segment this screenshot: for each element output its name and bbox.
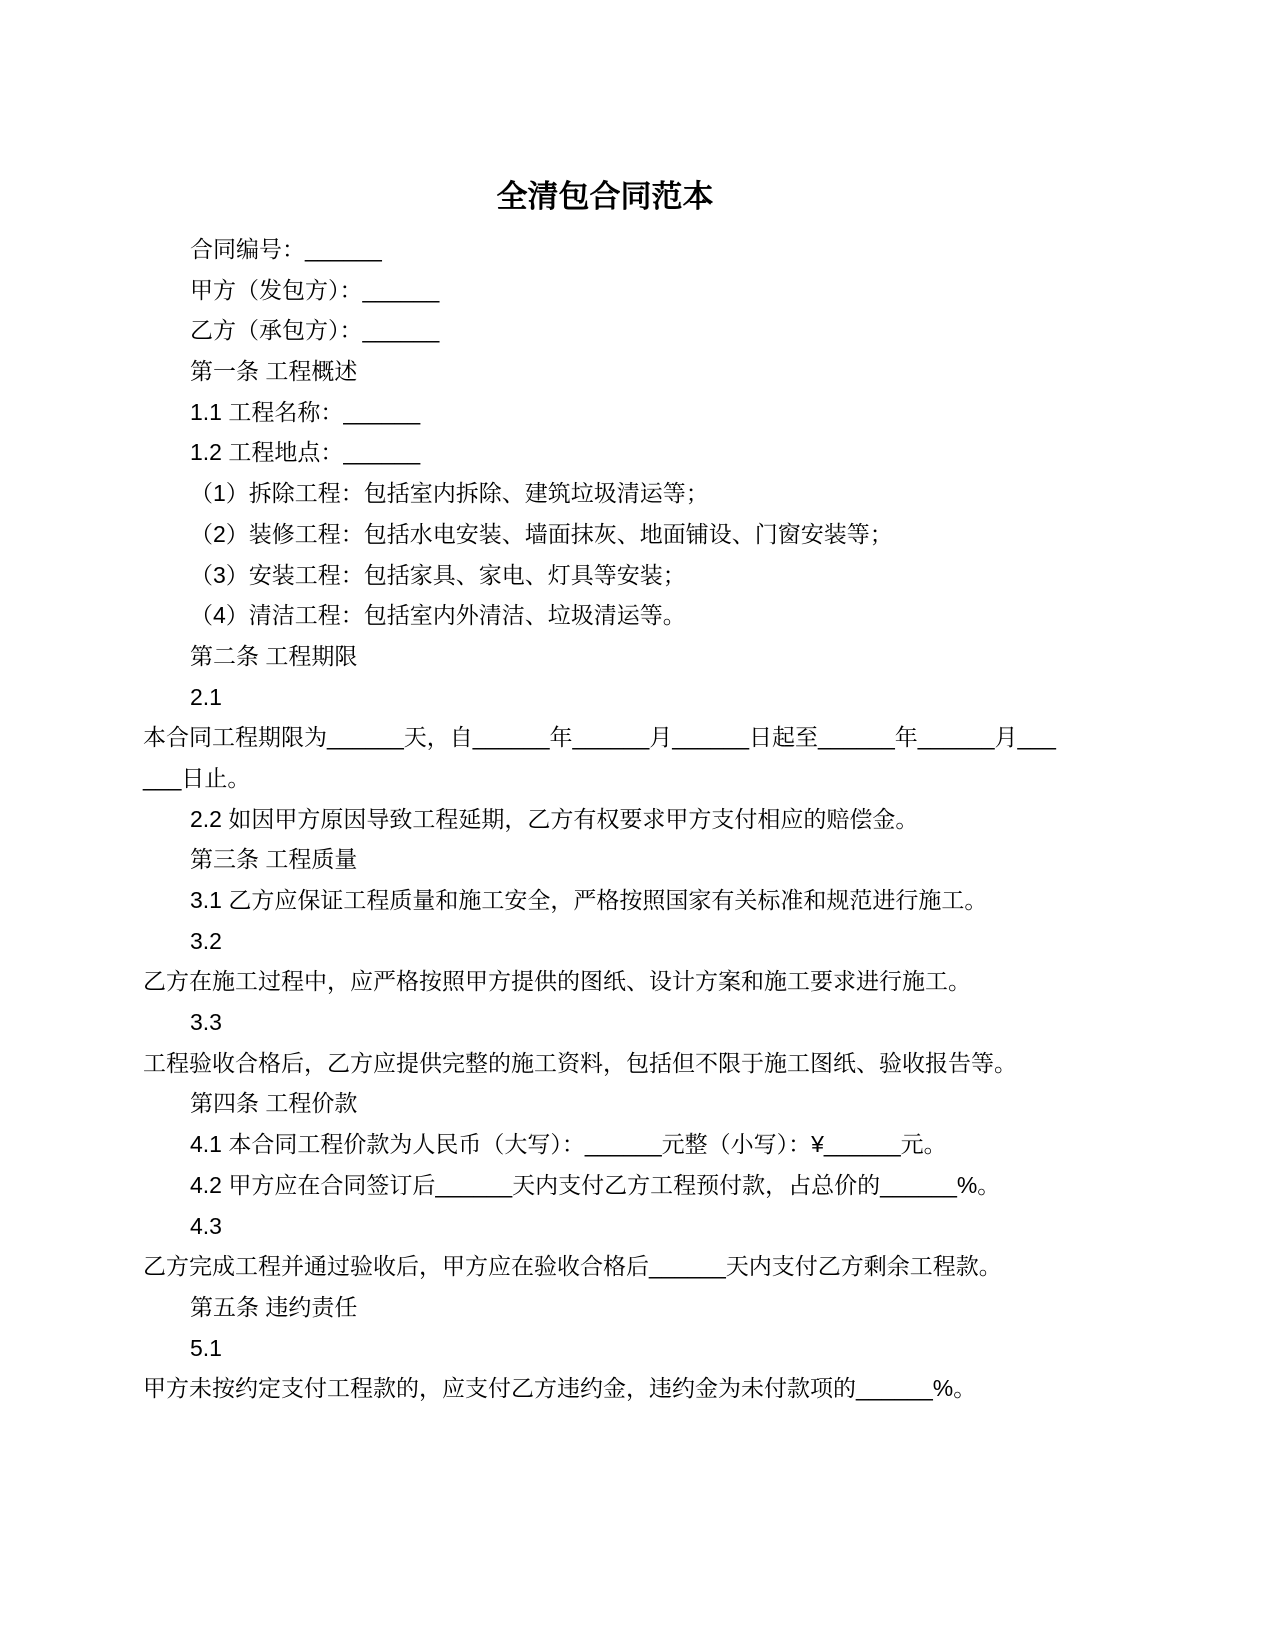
document-line: 4.2 甲方应在合同签订后______天内支付乙方工程预付款，占总价的______%。 [190, 1171, 1001, 1198]
document-line: 1.1 工程名称：______ [190, 398, 421, 425]
document-line: 甲方未按约定支付工程款的，应支付乙方违约金，违约金为未付款项的______%。 [143, 1375, 977, 1402]
document-line: 乙方在施工过程中，应严格按照甲方提供的图纸、设计方案和施工要求进行施工。 [143, 968, 971, 995]
document-line: 1.2 工程地点：______ [190, 439, 421, 466]
document-line: 4.1 本合同工程价款为人民币（大写）：______元整（小写）：¥______元。 [190, 1131, 947, 1158]
document-line: 5.1 [190, 1334, 222, 1361]
document-line: 第三条 工程质量 [190, 846, 358, 873]
document-line: 2.2 如因甲方原因导致工程延期，乙方有权要求甲方支付相应的赔偿金。 [190, 805, 919, 832]
document-line: 2.1 [190, 683, 222, 710]
document-line: （4）清洁工程：包括室内外清洁、垃圾清运等。 [190, 602, 686, 629]
document-line: 工程验收合格后，乙方应提供完整的施工资料，包括但不限于施工图纸、验收报告等。 [143, 1049, 1017, 1076]
document-line: 3.1 乙方应保证工程质量和施工安全，严格按照国家有关标准和规范进行施工。 [190, 887, 988, 913]
document-line: 4.3 [190, 1212, 222, 1239]
document-line: 3.2 [190, 927, 222, 954]
document-line: 3.3 [190, 1009, 222, 1036]
document-line: （2）装修工程：包括水电安装、墙面抹灰、地面铺设、门窗安装等； [190, 520, 893, 547]
document-line: 第一条 工程概述 [190, 358, 358, 385]
document-line: （3）安装工程：包括家具、家电、灯具等安装； [190, 561, 686, 588]
document-line: 第四条 工程价款 [190, 1090, 358, 1117]
document-line: 第二条 工程期限 [190, 642, 358, 669]
document-line: 本合同工程期限为______天，自______年______月______日起至______年______月___ [143, 724, 1056, 751]
document-line: 乙方（承包方）：______ [190, 317, 440, 344]
document-line: 合同编号：______ [190, 236, 382, 262]
document-line: （1）拆除工程：包括室内拆除、建筑垃圾清运等； [190, 480, 709, 507]
document-line: 第五条 违约责任 [190, 1293, 358, 1320]
document-title: 全清包合同范本 [496, 179, 714, 214]
document-body [143, 229, 1083, 1409]
document-line: 甲方（发包方）：______ [190, 276, 440, 303]
document-line: 乙方完成工程并通过验收后，甲方应在验收合格后______天内支付乙方剩余工程款。 [143, 1253, 1002, 1280]
document-line: ___日止。 [143, 764, 251, 791]
